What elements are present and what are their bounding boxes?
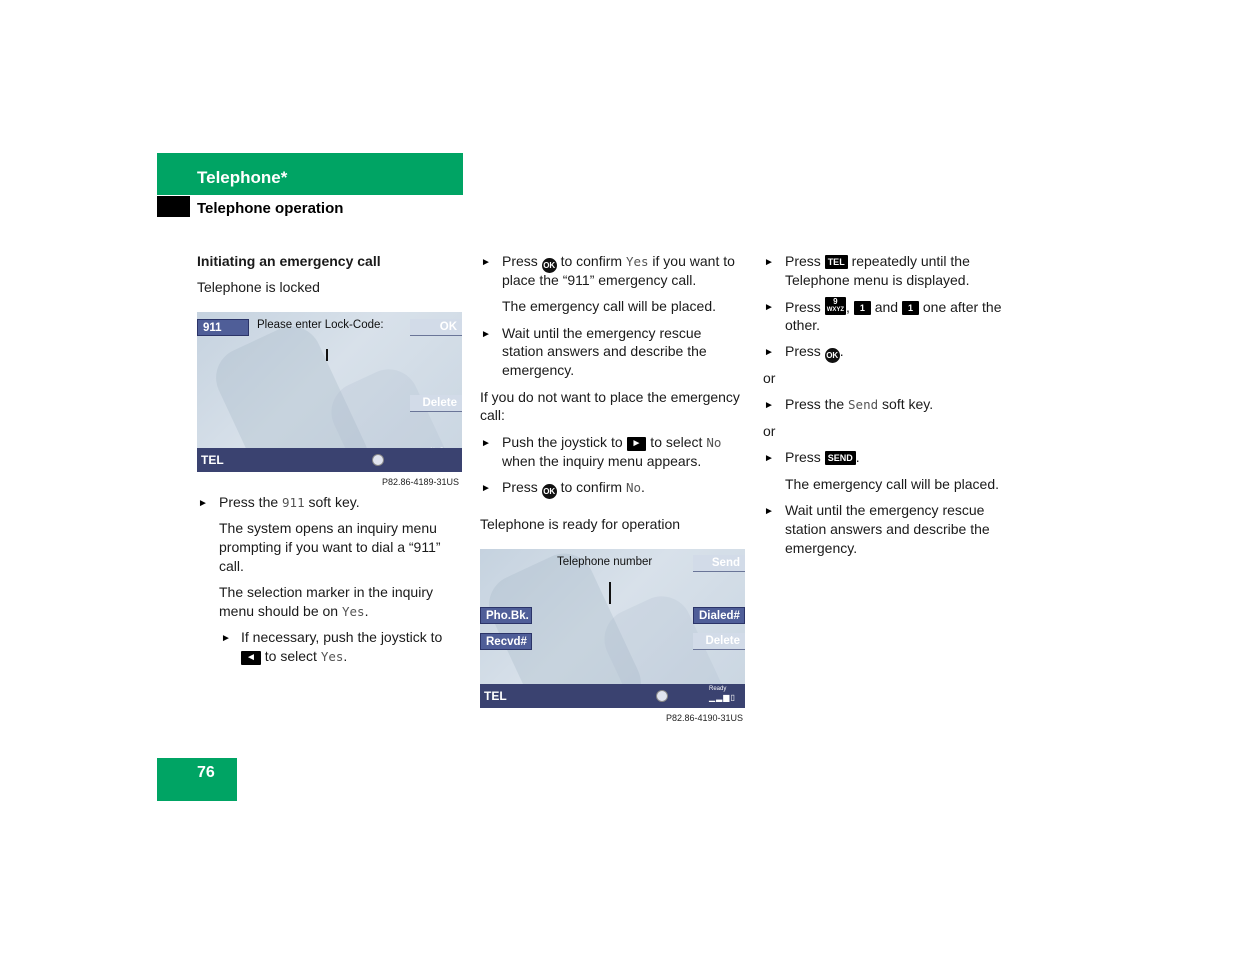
para-if-not-line1: If you do not want to place the emergency bbox=[480, 389, 740, 405]
lock-code-screen bbox=[197, 312, 462, 472]
softkey-delete[interactable]: Delete bbox=[693, 633, 745, 650]
para-call-placed: The emergency call will be placed. bbox=[785, 476, 999, 492]
softkey-dialed[interactable]: Dialed# bbox=[693, 607, 745, 624]
softkey-phonebook[interactable]: Pho.Bk. bbox=[480, 607, 532, 624]
softkey-received[interactable]: Recvd# bbox=[480, 633, 532, 650]
key-1-icon: 1 bbox=[902, 301, 919, 315]
text-cursor bbox=[326, 349, 328, 361]
signal-strength-icon: ▁▂▆▯ bbox=[709, 693, 736, 702]
step-press-send: Press SEND . bbox=[785, 449, 860, 465]
bullet-icon: ► bbox=[481, 438, 491, 449]
joystick-icon bbox=[372, 454, 384, 466]
bullet-icon: ► bbox=[481, 329, 491, 340]
subsection-title: Telephone operation bbox=[197, 200, 344, 217]
bullet-icon: ► bbox=[764, 400, 774, 411]
para-call-placed: The emergency call will be placed. bbox=[502, 298, 716, 314]
bullet-icon: ► bbox=[764, 506, 774, 517]
substep-joystick-line2: ◄ to select Yes. bbox=[241, 647, 347, 666]
state-locked: Telephone is locked bbox=[197, 279, 320, 295]
step-confirm-no: Press OK to confirm No. bbox=[502, 478, 645, 499]
joystick-left-icon: ◄ bbox=[241, 651, 261, 665]
step-wait-line2: station answers and describe the bbox=[502, 343, 707, 359]
figure-caption-2: P82.86-4190-31US bbox=[666, 713, 744, 723]
telephone-number-title: Telephone number bbox=[557, 556, 653, 568]
softkey-ok[interactable]: OK bbox=[410, 319, 462, 336]
softkey-911[interactable]: 911 bbox=[197, 319, 249, 336]
step-send-softkey: Press the Send soft key. bbox=[785, 396, 934, 412]
joystick-right-icon: ► bbox=[627, 437, 647, 451]
step-press-tel-line2: Telephone menu is displayed. bbox=[785, 272, 970, 288]
step-wait-line3: emergency. bbox=[502, 362, 575, 378]
step-wait-line1: Wait until the emergency rescue bbox=[785, 502, 985, 518]
step-wait-line1: Wait until the emergency rescue bbox=[502, 325, 702, 341]
telephone-number-screen bbox=[480, 549, 745, 708]
bullet-icon: ► bbox=[764, 302, 774, 313]
bullet-icon: ► bbox=[764, 347, 774, 358]
para-inquiry-menu: The system opens an inquiry menu prompting if you want to dial a “911” call. bbox=[219, 520, 441, 574]
step-push-joystick: Push the joystick to ► to select No bbox=[502, 434, 722, 450]
joystick-icon bbox=[656, 690, 668, 702]
or-separator: or bbox=[763, 370, 776, 386]
step-wait-line2: station answers and describe the bbox=[785, 521, 990, 537]
bullet-icon: ► bbox=[481, 483, 491, 494]
status-ready: Ready bbox=[709, 686, 727, 692]
substep-joystick-line1: If necessary, push the joystick to bbox=[241, 629, 443, 645]
step-press-911-keys: Press 9 WXYZ , 1 and 1 one after the bbox=[785, 297, 1002, 315]
ok-button-icon: OK bbox=[542, 484, 557, 499]
bullet-icon: ► bbox=[764, 453, 774, 464]
bullet-icon: ► bbox=[764, 257, 774, 268]
step-wait-line3: emergency. bbox=[785, 540, 858, 556]
screen-status-bar bbox=[197, 448, 462, 472]
tel-label: TEL bbox=[201, 453, 224, 467]
send-key-icon: SEND bbox=[825, 451, 856, 465]
bullet-icon: ► bbox=[221, 633, 231, 644]
step-press-tel: Press TEL repeatedly until the bbox=[785, 253, 970, 269]
step-press-911: Press the 911 soft key. bbox=[219, 494, 360, 510]
bullet-icon: ► bbox=[481, 257, 491, 268]
tel-key-icon: TEL bbox=[825, 255, 848, 269]
step-press-911-keys-line2: other. bbox=[785, 317, 821, 333]
step-press-ok: Press OK . bbox=[785, 342, 844, 363]
step-push-joystick-line2: when the inquiry menu appears. bbox=[502, 453, 702, 469]
step-confirm-yes-line2: place the “911” emergency call. bbox=[502, 272, 697, 288]
text-cursor bbox=[609, 582, 611, 604]
para-selection-marker: The selection marker in the inquiry menu should be on Yes. bbox=[219, 584, 433, 619]
ok-button-icon: OK bbox=[542, 258, 557, 273]
ok-button-icon: OK bbox=[825, 348, 840, 363]
screen-status-bar bbox=[480, 684, 745, 708]
heading-emergency-call: Initiating an emergency call bbox=[197, 253, 381, 269]
softkey-send[interactable]: Send bbox=[693, 555, 745, 572]
figure-caption-1: P82.86-4189-31US bbox=[382, 477, 460, 487]
lock-code-prompt: Please enter Lock-Code: bbox=[257, 319, 384, 331]
section-title: Telephone* bbox=[197, 168, 288, 187]
bullet-icon: ► bbox=[198, 498, 208, 509]
key-9-icon: 9 WXYZ bbox=[826, 297, 845, 313]
or-separator: or bbox=[763, 423, 776, 439]
step-confirm-yes: Press OK to confirm Yes if you want to bbox=[502, 252, 735, 273]
key-1-icon: 1 bbox=[854, 301, 871, 315]
state-ready: Telephone is ready for operation bbox=[480, 516, 681, 532]
page-number: 76 bbox=[197, 764, 215, 781]
tel-label: TEL bbox=[484, 689, 507, 703]
subsection-marker bbox=[157, 196, 190, 217]
para-if-not-line2: call: bbox=[480, 407, 505, 423]
softkey-delete[interactable]: Delete bbox=[410, 395, 462, 412]
